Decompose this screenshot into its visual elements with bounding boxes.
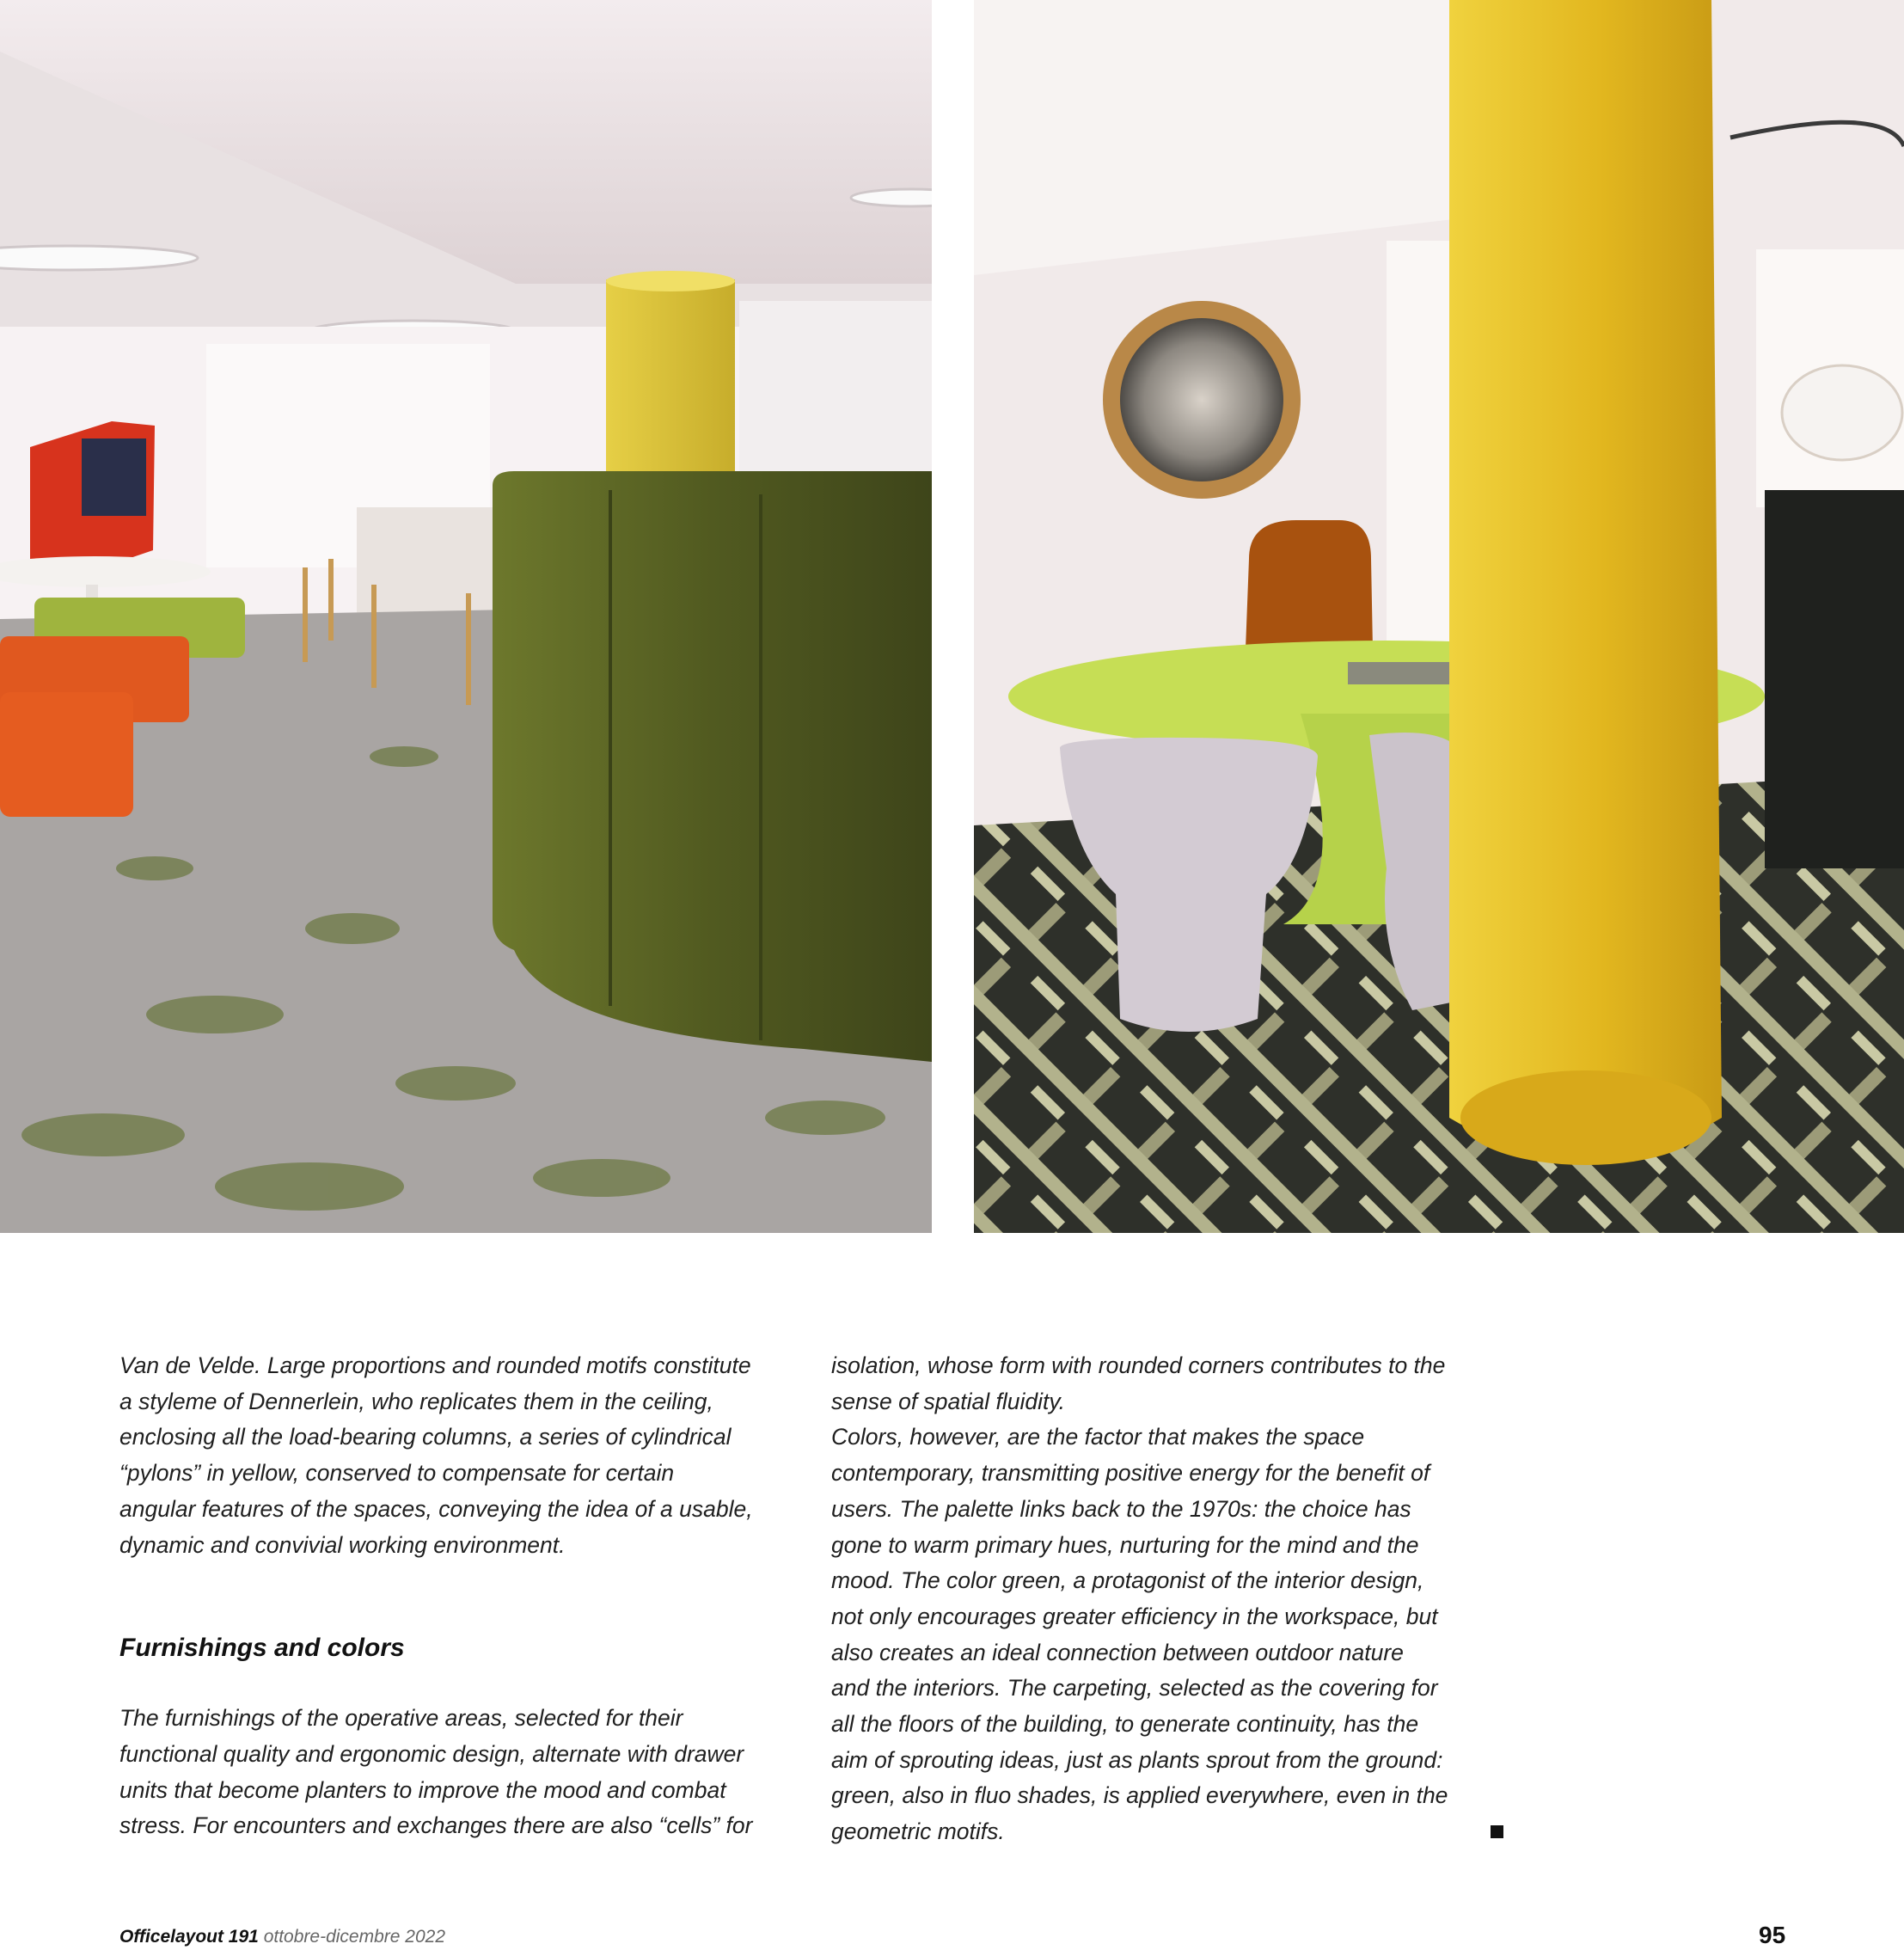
end-of-article-square-icon — [1491, 1825, 1503, 1838]
photo-right-meeting-corner — [974, 0, 1904, 1233]
lounge-photo-illustration — [0, 0, 932, 1233]
page-footer — [119, 1927, 445, 1947]
body-paragraph: Van de Velde. Large proportions and rounded motifs constitute a styleme of Dennerlein, who replicates them in the ceiling, enclosing all the load-bearing columns, a series of cylindrical “pylons” in yellow, conserved to compensate for certain angular features of the spaces, conveying the idea of a usable, dynamic and convivial working environment. — [119, 1352, 753, 1558]
body-paragraph: isolation, whose form with rounded corners contributes to the sense of spatial fluidity. Colors, however, are the factor that makes the space contemporary, transmitting positive energy for the benefit of users. The palette links back to the 1970s: the choice has gone to warm primary hues, nurturing for the mind and the mood. The color green, a protagonist of the interior design, not only encourages greater efficiency in the workspace, but also creates an ideal connection between outdoor nature and the interiors. The carpeting, selected as the covering for all the floors of the building, to generate continuity, has the aim of sprouting ideas, just as plants sprout from the ground: green, also in fluo shades, is applied everywhere, even in the geometric motifs. — [831, 1352, 1448, 1845]
meeting-corner-photo-illustration — [974, 0, 1904, 1233]
magazine-brand: Officelayout 191 — [119, 1927, 259, 1947]
photo-left-lounge — [0, 0, 932, 1233]
article-column-right — [831, 1348, 1519, 1850]
section-heading: Furnishings and colors — [119, 1634, 405, 1663]
page-number: 95 — [1759, 1922, 1786, 1948]
article-column-left — [119, 1348, 799, 1844]
body-paragraph: The furnishings of the operative areas, selected for their functional quality and ergonomic design, alternate with drawer units that become planters to improve the mood and combat stress. For encounters and exchanges there are also “cells” for — [119, 1705, 753, 1839]
issue-date: ottobre-dicembre 2022 — [263, 1927, 445, 1947]
